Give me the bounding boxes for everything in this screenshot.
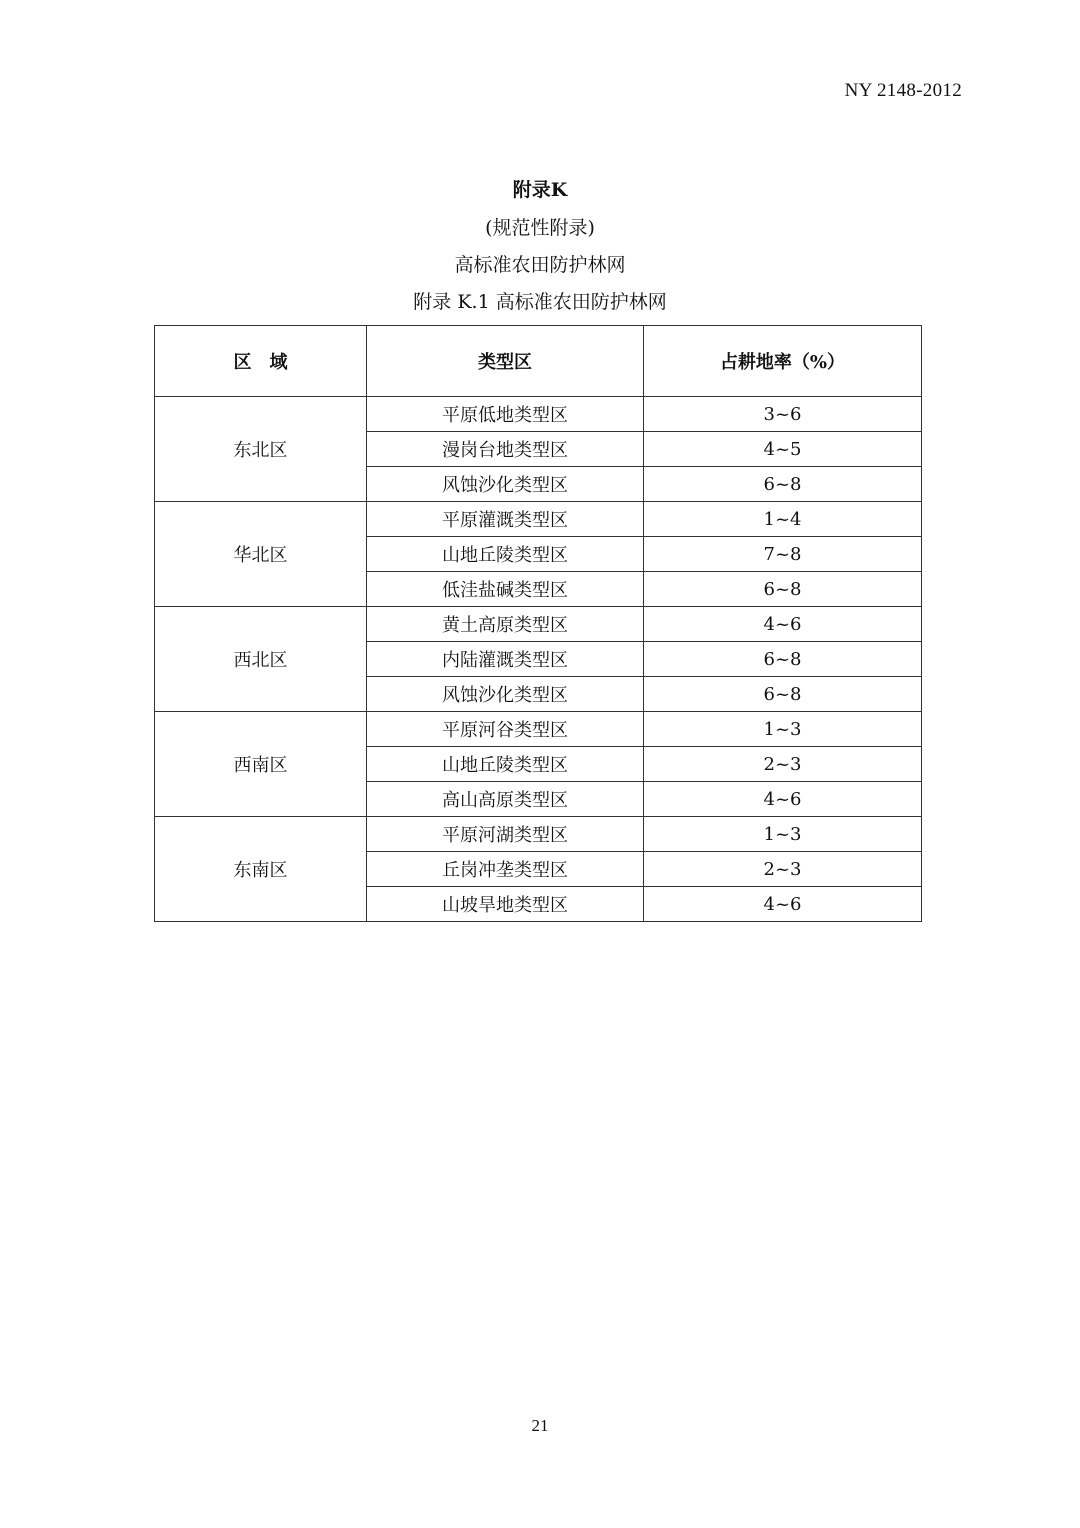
appendix-nature: (规范性附录) (485, 217, 595, 239)
region-cell: 华北区 (155, 502, 367, 607)
rate-cell: 4~6 (644, 607, 922, 642)
table-row (155, 817, 922, 852)
header-region: 区 域 (155, 326, 367, 397)
rate-cell: 2~3 (644, 852, 922, 887)
type-cell: 漫岗台地类型区 (367, 432, 644, 467)
type-cell: 黄土高原类型区 (367, 607, 644, 642)
rate-cell: 6~8 (644, 642, 922, 677)
type-cell: 内陆灌溉类型区 (367, 642, 644, 677)
appendix-topic: 高标准农田防护林网 (454, 254, 626, 276)
rate-cell: 3~6 (644, 397, 922, 432)
region-cell: 东南区 (155, 817, 367, 922)
type-cell: 平原低地类型区 (367, 397, 644, 432)
region-cell: 西北区 (155, 607, 367, 712)
table-row (155, 712, 922, 747)
region-cell: 西南区 (155, 712, 367, 817)
type-cell: 低洼盐碱类型区 (367, 572, 644, 607)
rate-cell: 6~8 (644, 677, 922, 712)
rate-cell: 1~3 (644, 712, 922, 747)
rate-cell: 1~4 (644, 502, 922, 537)
rate-cell: 4~6 (644, 782, 922, 817)
type-cell: 平原河湖类型区 (367, 817, 644, 852)
header-rate: 占耕地率（%） (644, 326, 922, 397)
shelterbelt-table (154, 325, 922, 922)
type-cell: 高山高原类型区 (367, 782, 644, 817)
table-header-row (155, 326, 922, 397)
table-row (155, 397, 922, 432)
rate-cell: 6~8 (644, 572, 922, 607)
type-cell: 山地丘陵类型区 (367, 747, 644, 782)
rate-cell: 4~5 (644, 432, 922, 467)
rate-cell: 1~3 (644, 817, 922, 852)
region-cell: 东北区 (155, 397, 367, 502)
type-cell: 山地丘陵类型区 (367, 537, 644, 572)
table-caption: 附录 K.1 高标准农田防护林网 (413, 291, 667, 313)
page-number: 21 (531, 1416, 549, 1435)
rate-cell: 6~8 (644, 467, 922, 502)
type-cell: 平原河谷类型区 (367, 712, 644, 747)
rate-cell: 4~6 (644, 887, 922, 922)
type-cell: 山坡旱地类型区 (367, 887, 644, 922)
standard-code: NY 2148-2012 (844, 80, 962, 101)
type-cell: 风蚀沙化类型区 (367, 467, 644, 502)
rate-cell: 7~8 (644, 537, 922, 572)
type-cell: 风蚀沙化类型区 (367, 677, 644, 712)
appendix-title: 附录K (512, 179, 568, 201)
type-cell: 平原灌溉类型区 (367, 502, 644, 537)
table-row (155, 607, 922, 642)
type-cell: 丘岗冲垄类型区 (367, 852, 644, 887)
table-row (155, 502, 922, 537)
header-type: 类型区 (367, 326, 644, 397)
rate-cell: 2~3 (644, 747, 922, 782)
